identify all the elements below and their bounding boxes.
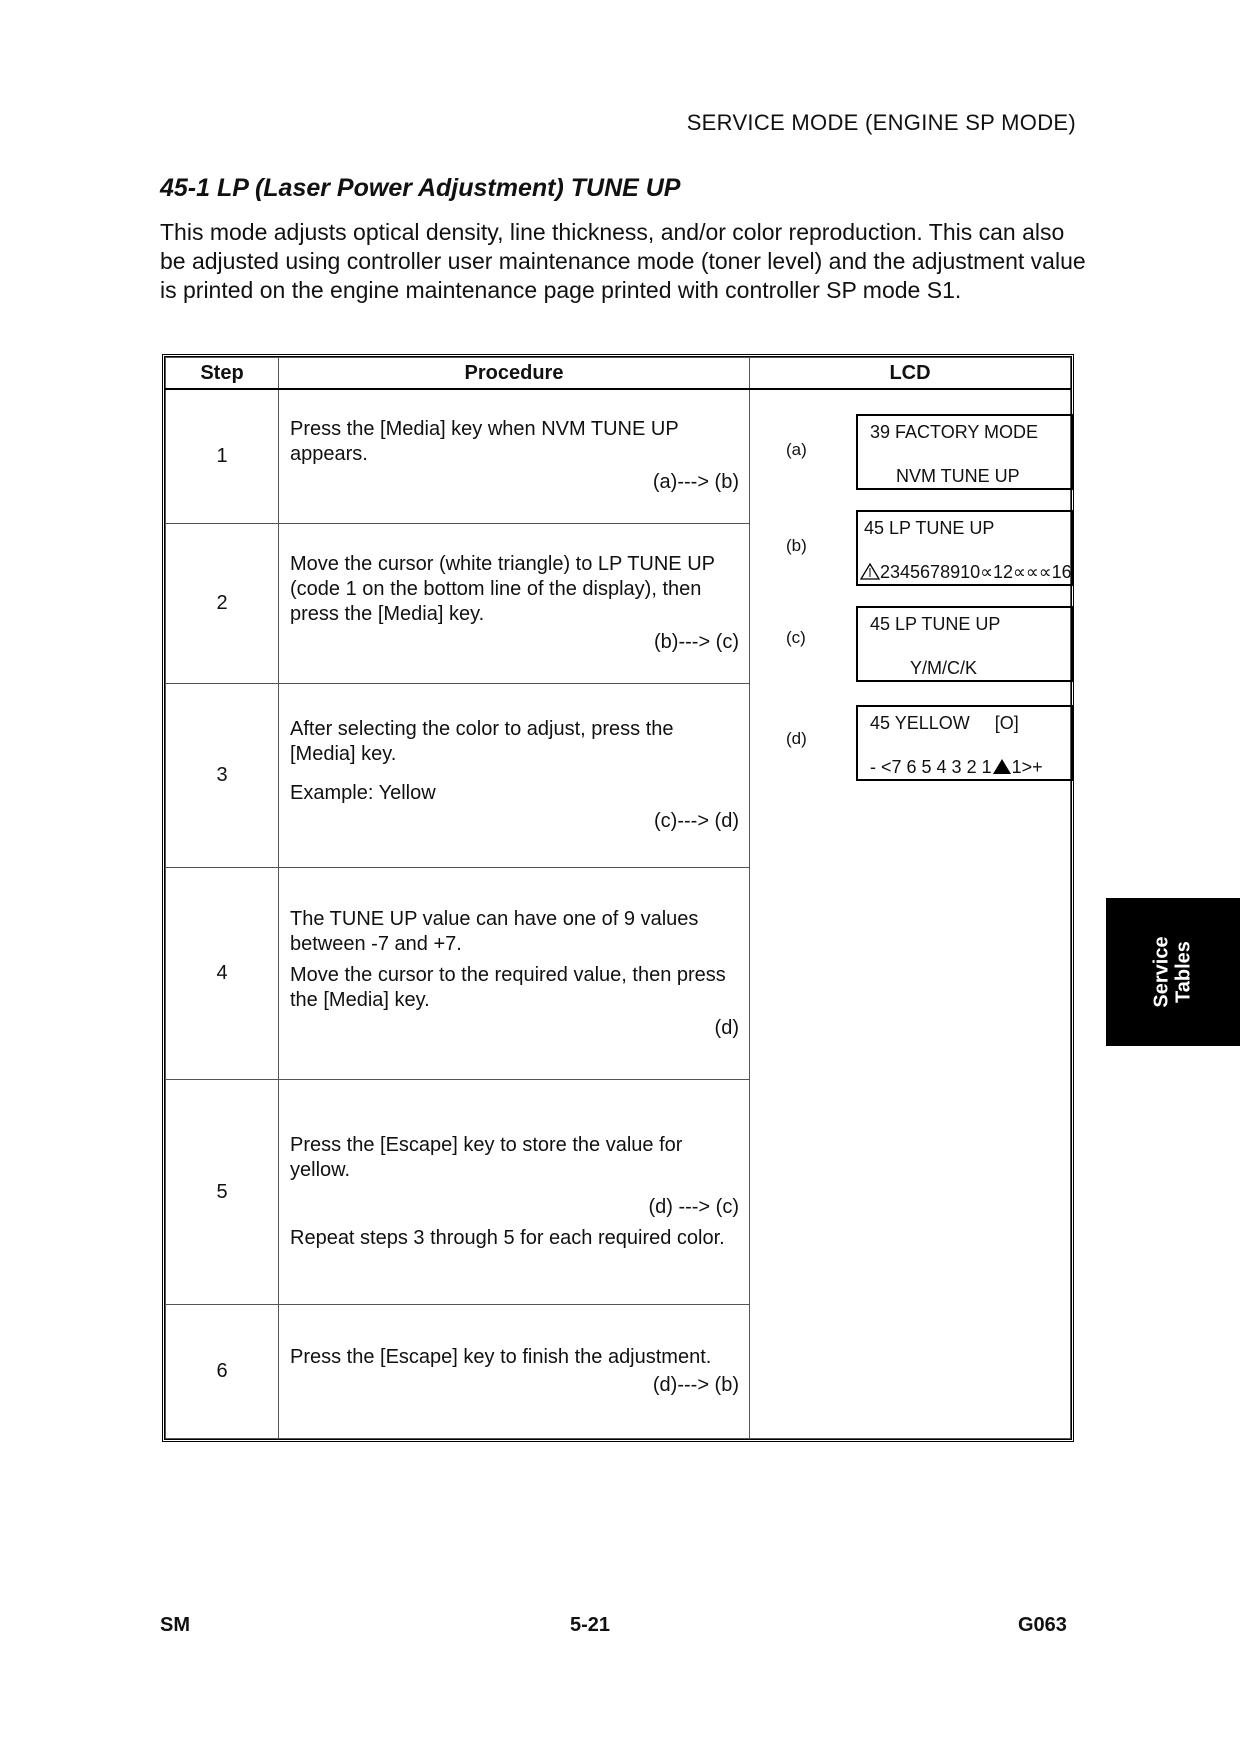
intro-paragraph: This mode adjusts optical density, line thickness, and/or color reproduction. This can also be adjusted using controller user maintenance mode (toner level) and the adjustment value is printed on the engine maintenance page printed with controller SP mode S1.: [160, 219, 1086, 303]
section-title: 45-1 LP (Laser Power Adjustment) TUNE UP: [160, 174, 681, 202]
step-number: 5: [166, 1080, 279, 1304]
lcd-line-2: Y/M/C/K: [910, 658, 978, 678]
step-number: 6: [166, 1304, 279, 1438]
side-tab-line-1: Service: [1150, 936, 1173, 1008]
cursor-triangle-icon: [992, 758, 1012, 775]
step-number: 2: [166, 523, 279, 683]
display-transition: (c)---> (d): [654, 810, 739, 833]
procedure-cell: [279, 389, 750, 523]
lcd-column: [750, 389, 1071, 1439]
header-lcd: LCD: [750, 358, 1071, 390]
footer-model-code: G063: [1018, 1614, 1067, 1636]
display-transition: (a)---> (b): [652, 471, 739, 494]
display-transition: (d) ---> (c): [648, 1196, 739, 1219]
procedure-cell: [279, 1304, 750, 1438]
lcd-tag: (d): [786, 729, 807, 748]
footer-page-number: 5-21: [570, 1614, 611, 1636]
procedure-cell: [279, 868, 750, 1080]
lcd-line-1: 39 FACTORY MODE: [870, 422, 1039, 442]
lcd-tag: (a): [786, 440, 807, 459]
lcd-line-1: 45 LP TUNE UP: [864, 518, 995, 538]
step-number: 3: [166, 683, 279, 867]
lcd-tag: (c): [786, 628, 806, 647]
procedure-text: The TUNE UP value can have one of 9 values between -7 and +7.: [290, 907, 699, 955]
lcd-code-list: 2345678910∝12∝∝∝16: [880, 562, 1072, 582]
procedure-text-2: Move the cursor to the required value, then press the [Media] key.: [290, 963, 726, 1011]
running-header: SERVICE MODE (ENGINE SP MODE): [686, 110, 1076, 135]
procedure-cell: [279, 1080, 750, 1304]
side-tab-line-2: Tables: [1172, 941, 1195, 1003]
step-number: 1: [166, 389, 279, 523]
lcd-value-scale-end: 1>+: [1011, 757, 1043, 777]
procedure-cell: [279, 523, 750, 683]
display-transition: (d)---> (b): [652, 1373, 739, 1396]
lcd-value-scale: - <7 6 5 4 3 2 1: [870, 757, 992, 777]
procedure-cell: [279, 683, 750, 867]
lcd-screen: [856, 705, 1074, 781]
lcd-screen: [856, 606, 1074, 682]
procedure-text: Move the cursor (white triangle) to LP TUNE UP (code 1 on the bottom line of the display), then press the [Media] key.: [290, 552, 715, 625]
procedure-table: [162, 354, 1074, 1442]
display-transition: (b)---> (c): [654, 630, 739, 653]
procedure-text: Press the [Escape] key to finish the adjustment.: [290, 1345, 712, 1368]
section-side-tab: [1106, 898, 1240, 1046]
table-header-row: [166, 358, 1071, 390]
warning-triangle-icon: [860, 563, 880, 580]
header-step: Step: [166, 358, 279, 390]
lcd-line-1: 45 YELLOW [O]: [870, 713, 1019, 733]
procedure-text: Press the [Media] key when NVM TUNE UP appears.: [290, 418, 679, 466]
table-row: [166, 389, 1071, 523]
lcd-screen: [856, 414, 1074, 490]
header-procedure: Procedure: [279, 358, 750, 390]
procedure-example: Example: Yellow: [290, 782, 436, 805]
footer-left: SM: [160, 1614, 190, 1636]
procedure-text: Press the [Escape] key to store the value for yellow.: [290, 1134, 683, 1182]
procedure-text-2: Repeat steps 3 through 5 for each required color.: [290, 1227, 725, 1250]
lcd-line-2: [870, 757, 1043, 778]
lcd-line-2: NVM TUNE UP: [896, 466, 1020, 486]
step-number: 4: [166, 868, 279, 1080]
lcd-tag: (b): [786, 536, 807, 555]
procedure-text: After selecting the color to adjust, press the [Media] key.: [290, 718, 674, 766]
display-transition: (d): [714, 1016, 739, 1039]
lcd-line-1: 45 LP TUNE UP: [870, 614, 1001, 634]
lcd-line-2: [860, 562, 1072, 583]
lcd-screen: [856, 510, 1074, 586]
